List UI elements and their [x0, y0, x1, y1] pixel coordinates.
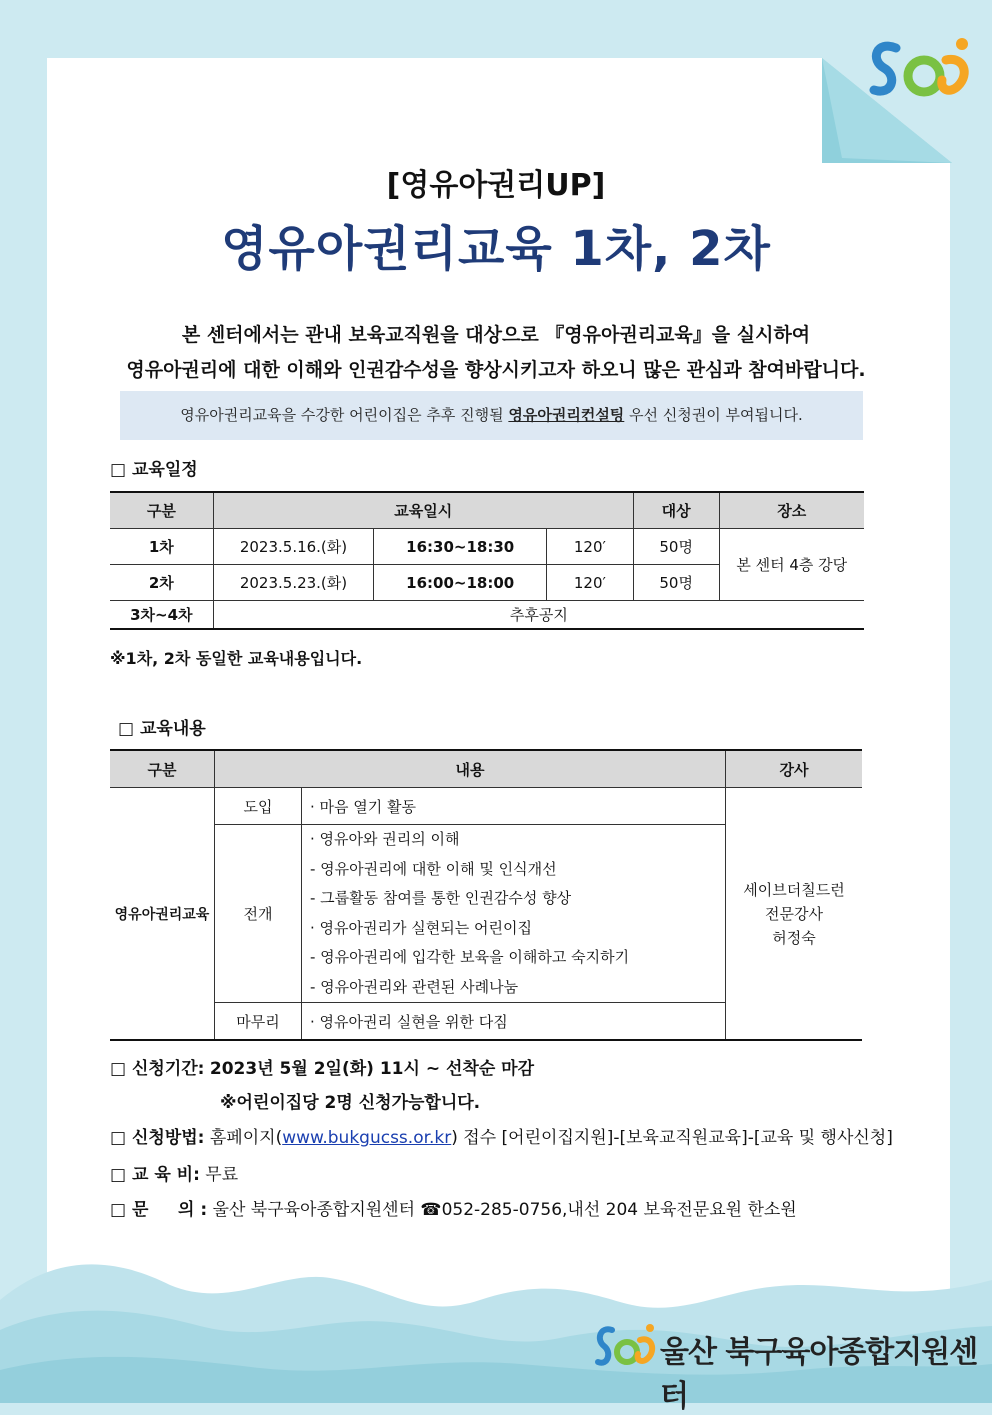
period-value: 2023년 5월 2일(화) 11시 ~ 선착순 마감	[209, 1059, 535, 1079]
place-cell: 본 센터 4층 강당	[719, 529, 864, 601]
instructor-title: 전문강사	[765, 904, 823, 923]
method-label: □ 신청방법:	[110, 1128, 205, 1148]
later-notice-cell: 추후공지	[213, 601, 864, 630]
col-instructor: 강사	[726, 750, 863, 788]
center-logo-icon	[866, 30, 978, 108]
poster-subtitle: [영유아권리UP]	[386, 168, 606, 203]
contact-label: □ 문 의 :	[110, 1200, 208, 1220]
col-datetime: 교육일시	[213, 492, 633, 529]
homepage-link[interactable]: www.bukgucss.or.kr	[282, 1128, 452, 1148]
col-round: 구분	[110, 492, 213, 529]
content-line: · 영유아와 권리의 이해	[310, 830, 460, 848]
fee-value: 무료	[205, 1165, 239, 1185]
target-cell: 50명	[633, 565, 719, 601]
method-post: ) 접수 [어린이집지원]-[보육교직원교육]-[교육 및 행사신청]	[451, 1128, 893, 1148]
stage-cell: 전개	[215, 825, 302, 1003]
stage-content-cell: · 마음 열기 활동	[302, 788, 726, 825]
notice-text-after: 우선 신청권이 부여됩니다.	[624, 406, 803, 424]
date-cell: 2023.5.16.(화)	[213, 529, 374, 565]
schedule-heading: □ 교육일정	[110, 460, 198, 480]
period-label: □ 신청기간:	[110, 1059, 205, 1079]
center-logo-icon	[594, 1318, 660, 1376]
period-row	[110, 1054, 534, 1079]
notice-text-before: 영유아권리교육을 수강한 어린이집은 추후 진행될	[180, 406, 509, 424]
content-line: - 영유아권리와 관련된 사례나눔	[310, 977, 519, 996]
instructor-name: 허정숙	[772, 928, 816, 947]
schedule-note: ※1차, 2차 동일한 교육내용입니다.	[110, 649, 363, 668]
category-cell: 영유아권리교육	[110, 788, 215, 1041]
round-cell: 1차	[110, 529, 213, 565]
intro-line-1: 본 센터에서는 관내 보육교직원을 대상으로 『영유아권리교육』을 실시하여	[181, 324, 811, 346]
contact-value: 울산 북구육아종합지원센터 ☎052-285-0756,내선 204 보육전문요원 한소원	[212, 1200, 797, 1220]
content-line: · 영유아권리가 실현되는 어린이집	[310, 918, 532, 937]
time-cell: 16:00~18:00	[374, 565, 547, 601]
period-note-text: ※어린이집당 2명 신청가능합니다.	[220, 1093, 481, 1113]
period-note	[220, 1088, 480, 1113]
col-place: 장소	[719, 492, 864, 529]
instructor-cell	[726, 788, 863, 1041]
stage-content-cell	[302, 825, 726, 1003]
notice-box	[120, 391, 863, 440]
stage-content-cell: · 영유아권리 실현을 위한 다짐	[302, 1003, 726, 1041]
table-row	[110, 529, 864, 565]
schedule-header-row	[110, 492, 864, 529]
col-target: 대상	[633, 492, 719, 529]
date-cell: 2023.5.23.(화)	[213, 565, 374, 601]
time-cell: 16:30~18:30	[374, 529, 547, 565]
footer-brand: 울산 북구육아종합지원센터	[660, 1335, 978, 1414]
duration-cell: 120′	[547, 565, 634, 601]
table-row	[110, 788, 862, 825]
notice-highlight: 영유아권리컨설팅	[508, 406, 625, 424]
content-line: - 영유아권리에 대한 이해 및 인식개선	[310, 859, 557, 878]
poster-title: 영유아권리교육 1차, 2차	[221, 221, 771, 277]
method-pre: 홈페이지(	[209, 1128, 283, 1148]
col-content: 내용	[215, 750, 726, 788]
round-cell: 3차~4차	[110, 601, 213, 630]
schedule-table	[110, 491, 864, 630]
intro-line-2: 영유아권리에 대한 이해와 인권감수성을 향상시키고자 하오니 많은 관심과 참여바랍니다.	[126, 359, 866, 381]
target-cell: 50명	[633, 529, 719, 565]
stage-cell: 마무리	[215, 1003, 302, 1041]
content-line: - 영유아권리에 입각한 보육을 이해하고 숙지하기	[310, 948, 630, 966]
fee-row	[110, 1160, 238, 1185]
contact-row	[110, 1195, 797, 1220]
fee-label: □ 교 육 비:	[110, 1165, 200, 1185]
content-header-row	[110, 750, 862, 788]
instructor-org: 세이브더칠드런	[743, 880, 845, 899]
stage-cell: 도입	[215, 788, 302, 825]
col-category: 구분	[110, 750, 215, 788]
content-heading: □ 교육내용	[118, 719, 206, 739]
duration-cell: 120′	[547, 529, 634, 565]
round-cell: 2차	[110, 565, 213, 601]
content-line: - 그룹활동 참여를 통한 인권감수성 향상	[310, 889, 572, 907]
table-row	[110, 601, 864, 630]
method-row	[110, 1123, 893, 1148]
content-table	[110, 749, 862, 1041]
